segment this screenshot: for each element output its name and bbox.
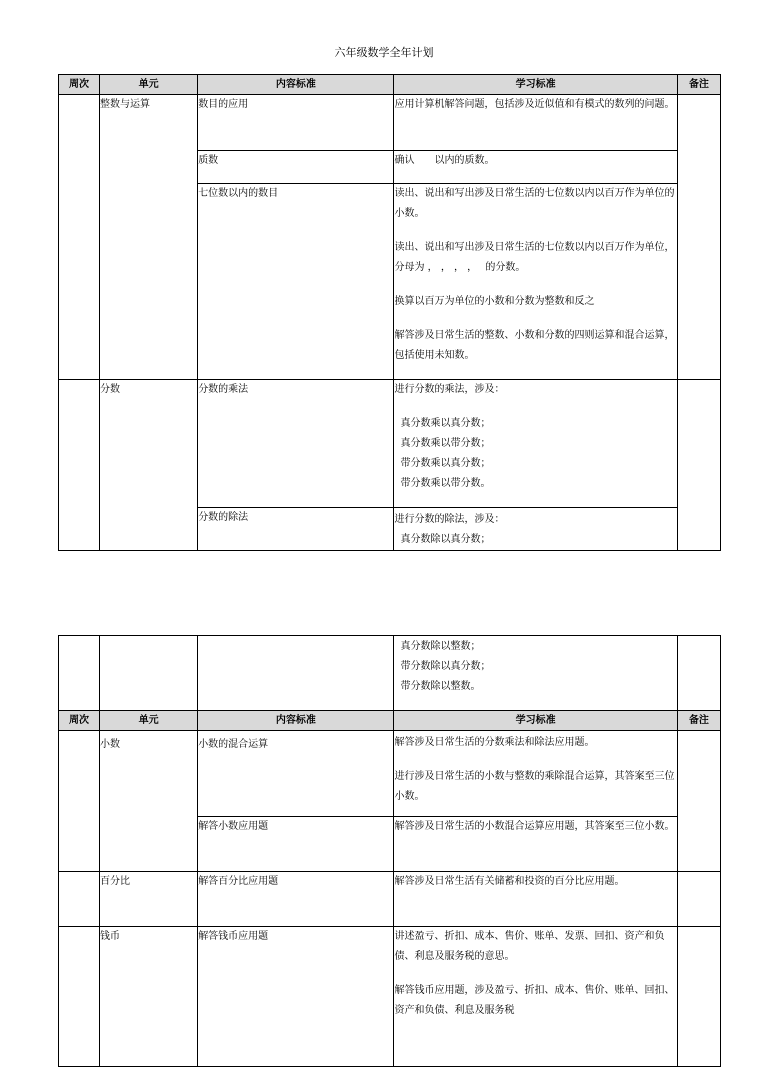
table-row	[59, 731, 721, 817]
content-cell: 分数的乘法	[198, 380, 394, 508]
header-standard: 学习标准	[394, 75, 677, 95]
standard-cell	[394, 817, 677, 872]
standard-text: 进行涉及日常生活的小数与整数的乘除混合运算，其答案至三位小数。	[394, 771, 675, 802]
week-cell	[59, 731, 100, 872]
standard-cell	[394, 927, 677, 1067]
plan-table-2	[58, 635, 721, 1067]
week-cell	[59, 872, 100, 927]
standard-cell	[394, 380, 677, 508]
standard-cell	[394, 636, 677, 711]
page-title: 六年级数学全年计划	[334, 46, 434, 59]
content-cell: 七位数以内的数目	[198, 184, 394, 380]
header-week: 周次	[59, 75, 100, 95]
table-row	[59, 927, 721, 1067]
remark-cell	[677, 380, 720, 551]
standard-text: 读出、说出和写出涉及日常生活的七位数以内以百万作为单位，分母为 ， ， ， ， 的分数。	[394, 242, 675, 273]
header-row	[59, 75, 721, 95]
content-cell: 分数的除法	[198, 508, 394, 551]
header-remark: 备注	[677, 711, 720, 731]
content-cell: 小数的混合运算	[198, 731, 394, 817]
content-cell: 解答钱币应用题	[198, 927, 394, 1067]
unit-cell: 分数	[100, 380, 198, 551]
unit-cell: 钱币	[100, 927, 198, 1067]
content-cell: 解答小数应用题	[198, 817, 394, 872]
remark-cell	[677, 927, 720, 1067]
unit-cell: 百分比	[100, 872, 198, 927]
standard-text: 进行分数的乘法，涉及：	[394, 384, 505, 395]
table-row	[59, 636, 721, 711]
list-item: 带分数乘以带分数。	[400, 478, 491, 489]
standard-text: 读出、说出和写出涉及日常生活的七位数以内以百万作为单位的小数。	[394, 188, 675, 219]
content-cell	[198, 636, 394, 711]
list-item: 带分数乘以真分数；	[400, 458, 491, 469]
list-item: 真分数乘以带分数；	[400, 438, 491, 449]
content-cell: 数目的应用	[198, 95, 394, 151]
list-item: 真分数乘以真分数；	[400, 418, 491, 429]
standard-text: 解答涉及日常生活的小数混合运算应用题，其答案至三位小数。	[394, 821, 675, 832]
remark-cell	[677, 95, 720, 380]
standard-list	[394, 530, 676, 550]
header-remark: 备注	[677, 75, 720, 95]
standard-cell	[394, 95, 677, 151]
content-cell: 解答百分比应用题	[198, 872, 394, 927]
list-item: 真分数除以整数；	[400, 641, 481, 652]
remark-cell	[677, 872, 720, 927]
standard-text: 讲述盈亏、折扣、成本、售价、账单、发票、回扣、资产和负债、利息及服务税的意思。	[394, 931, 665, 962]
standard-list	[394, 637, 676, 697]
week-cell	[59, 380, 100, 551]
table-row	[59, 872, 721, 927]
header-row	[59, 711, 721, 731]
content-cell: 质数	[198, 151, 394, 184]
remark-cell	[677, 636, 720, 711]
standard-text: 确认 以内的质数。	[394, 155, 495, 166]
standard-text: 解答钱币应用题，涉及盈亏、折扣、成本、售价、账单、回扣、资产和负债、利息及服务税	[394, 985, 675, 1016]
plan-table-1	[58, 74, 721, 551]
unit-cell	[100, 636, 198, 711]
standard-text: 应用计算机解答问题，包括涉及近似值和有模式的数列的问题。	[394, 99, 675, 110]
week-cell	[59, 95, 100, 380]
header-content: 内容标准	[198, 75, 394, 95]
list-item: 真分数除以真分数；	[400, 534, 491, 545]
table-row	[59, 380, 721, 508]
week-cell	[59, 927, 100, 1067]
standard-cell	[394, 872, 677, 927]
header-unit: 单元	[100, 711, 198, 731]
table-row	[59, 95, 721, 151]
standard-list	[394, 414, 676, 494]
list-item: 带分数除以整数。	[400, 681, 481, 692]
standard-cell	[394, 151, 677, 184]
unit-cell: 整数与运算	[100, 95, 198, 380]
standard-text: 解答涉及日常生活的整数、小数和分数的四则运算和混合运算，包括使用未知数。	[394, 330, 675, 361]
standard-cell	[394, 508, 677, 551]
standard-cell	[394, 184, 677, 380]
list-item: 带分数除以真分数；	[400, 661, 491, 672]
standard-text: 解答涉及日常生活有关储蓄和投资的百分比应用题。	[394, 876, 625, 887]
standard-text: 解答涉及日常生活的分数乘法和除法应用题。	[394, 737, 595, 748]
header-content: 内容标准	[198, 711, 394, 731]
header-week: 周次	[59, 711, 100, 731]
header-standard: 学习标准	[394, 711, 677, 731]
header-unit: 单元	[100, 75, 198, 95]
remark-cell	[677, 731, 720, 872]
week-cell	[59, 636, 100, 711]
standard-text: 换算以百万为单位的小数和分数为整数和反之	[394, 296, 595, 307]
standard-cell	[394, 731, 677, 817]
standard-text: 进行分数的除法，涉及：	[394, 514, 505, 525]
unit-cell: 小数	[100, 731, 198, 872]
